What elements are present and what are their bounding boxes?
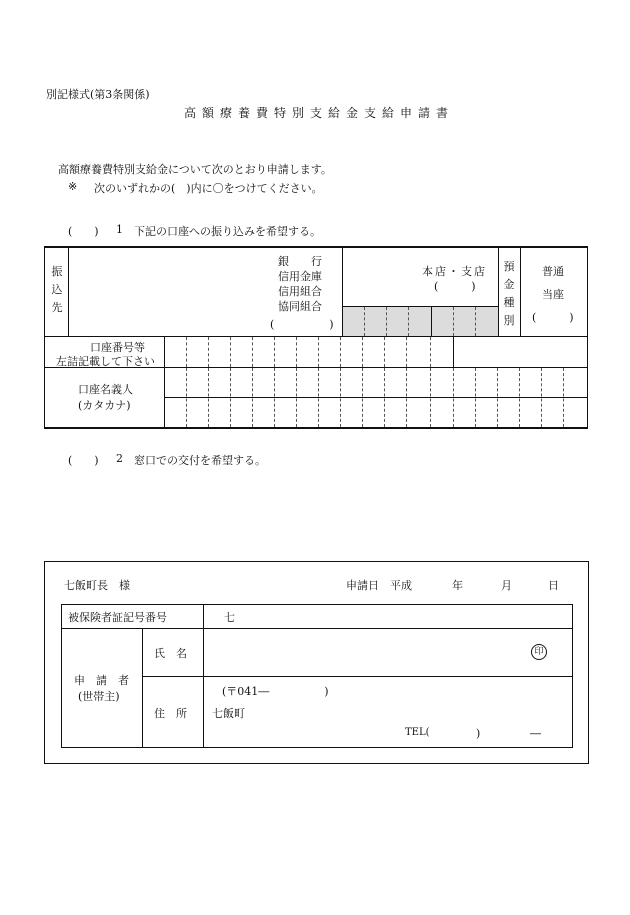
address-label: 住 所 [154, 707, 187, 720]
account-number-hint: 左詰記載して下さい [56, 355, 155, 368]
insured-number-field[interactable]: 七 [224, 611, 235, 624]
option2-text: 窓口での交付を希望する。 [134, 454, 266, 467]
option1-checkbox[interactable]: ( ) [68, 225, 99, 238]
note-text: 次のいずれかの( )内に〇をつけてください。 [94, 182, 323, 195]
appendix-label: 別記様式(第3条関係) [46, 88, 150, 101]
transfer-to-label: 振込先 [51, 265, 63, 314]
tel-dash[interactable]: ― [530, 727, 541, 740]
applicant-label: 申 請 者 [74, 674, 129, 687]
seal-mark: 印 [531, 644, 547, 660]
intro-text: 高額療養費特別支給金について次のとおり申請します。 [58, 163, 332, 176]
address-town[interactable]: 七飯町 [212, 707, 245, 720]
bank-type-shinkumi: 信用組合 [278, 285, 322, 298]
option2-number: 2 [116, 452, 123, 465]
deposit-type-current: 当座 [542, 288, 564, 301]
bank-type-list [278, 254, 322, 314]
bank-type-bank: 銀 行 [278, 255, 322, 268]
bank-type-paren[interactable]: ( ) [270, 318, 334, 331]
branch-paren[interactable]: ( ) [434, 280, 476, 293]
tel-close[interactable]: ) [476, 727, 481, 740]
date-day[interactable]: 日 [548, 579, 559, 592]
deposit-type-label: 預金種別 [503, 260, 515, 327]
branch-label: 本店・支店 [422, 265, 487, 278]
name-label: 氏 名 [154, 647, 187, 660]
form-title: 高額療養費特別支給金支給申請書 [184, 106, 455, 120]
option2-checkbox[interactable]: ( ) [68, 454, 99, 467]
date-year[interactable]: 年 [452, 579, 463, 592]
applicant-householder: (世帯主) [78, 690, 120, 703]
name-field[interactable] [204, 630, 572, 676]
account-holder-label: 口座名義人 [78, 383, 133, 396]
insured-number-label: 被保険者証記号番号 [68, 611, 167, 624]
tel-label: TEL( [405, 727, 430, 738]
account-number-label: 口座番号等 [90, 341, 145, 354]
account-holder-kana: (カタカナ) [78, 399, 131, 412]
addressee: 七飯町長 様 [64, 579, 130, 592]
option1-number: 1 [116, 223, 123, 236]
option1-text: 下記の口座への振り込みを希望する。 [134, 225, 321, 238]
date-month[interactable]: 月 [501, 579, 512, 592]
bank-type-shinkin: 信用金庫 [278, 270, 322, 283]
note-mark: ※ [68, 180, 78, 193]
bank-type-kyodo: 協同組合 [278, 300, 322, 313]
postal-code-field[interactable]: (〒041― ) [222, 685, 329, 698]
date-label: 申請日 平成 [346, 579, 412, 592]
deposit-type-paren[interactable]: ( ) [532, 311, 574, 324]
deposit-type-ordinary: 普通 [542, 265, 564, 278]
